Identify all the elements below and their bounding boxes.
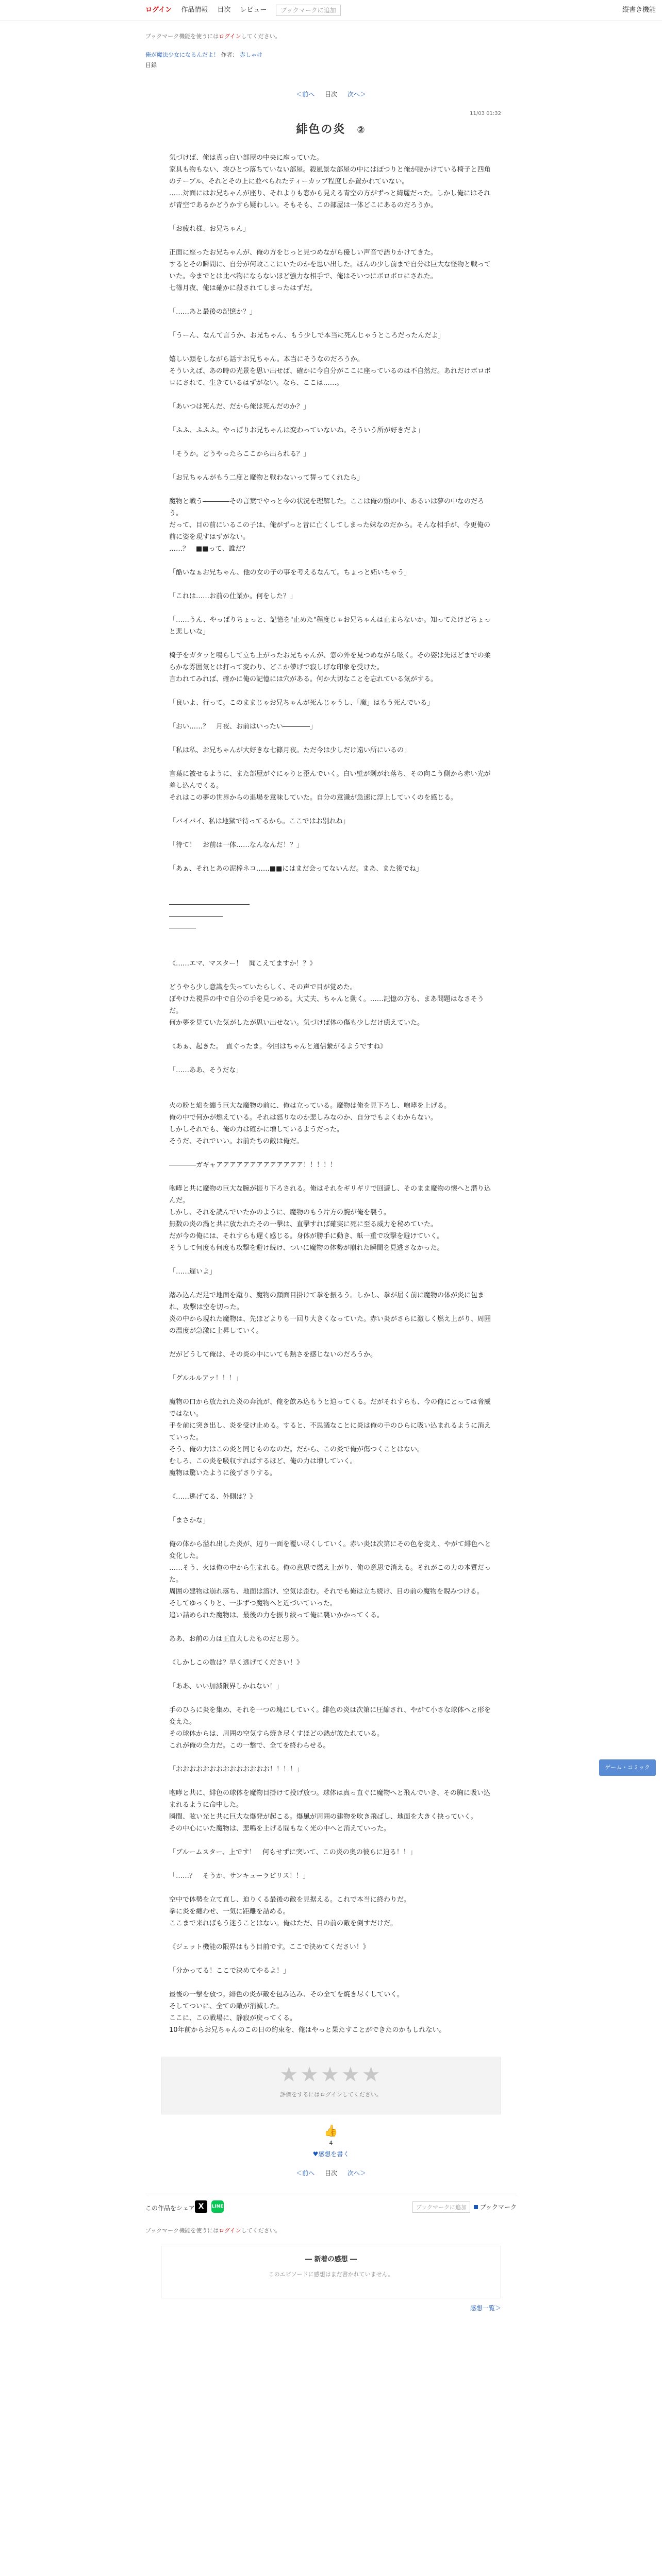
story-paragraph: ―――― [169,924,196,932]
story-paragraph: 「ああ、いい加減限界しかねない！」 [169,1683,283,1690]
story-paragraph: 《……エマ、マスター！ 聞こえてますか！？》 [169,960,317,968]
chapter-title-text: 緋色の炎 [296,123,346,136]
notice-login-link[interactable]: ログイン [219,33,241,40]
story-paragraph: 「お兄ちゃんがもう二度と魔物と戦わないって誓ってくれたら」 [169,474,364,482]
story-paragraph [169,318,493,330]
story-paragraph: 手を前に突き出し、炎を受け止める。すると、不思議なことに炎は俺の手のひらに吸い込まれるように消えていった。 [169,1422,491,1442]
story-paragraph [169,1621,493,1633]
story-paragraph: 言われてみれば、確かに俺の記憶には穴がある。何か大切なことを忘れている気がする。 [169,675,438,683]
story-paragraph [169,1254,493,1266]
author-link[interactable]: 赤しゃけ [240,52,262,58]
story-body [145,152,517,2036]
post-date: 11/03 01:32 [470,111,501,116]
story-paragraph: これが俺の全力だ。この一撃で、全てを終わらせる。 [169,1742,330,1750]
story-paragraph [169,1171,493,1183]
footer-notice-text-end: してください。 [241,2227,281,2234]
story-paragraph: 最後の一撃を放つ。緋色の炎が敵を包み込み、その全てを焼き尽くしていく。 [169,1991,404,1998]
story-paragraph: ぼやけた視界の中で自分の手を見つめる。大丈夫、ちゃんと動く。……記憶の方も、まあ問題はなさそうだ。 [169,995,484,1015]
story-paragraph [169,1076,493,1088]
story-paragraph: 魔物と戦う――――その言葉でやっと今の状況を理解した。ここは俺の頭の中、あるいは夢の中なのだろう。 [169,498,485,517]
series-sub-info: 目録 [145,62,157,69]
story-paragraph: ここまで来ればもう迷うことはない。俺はただ、目の前の敵を倒すだけだ。 [169,1920,398,1927]
bookmark-notice-bottom [145,2226,517,2234]
prev-episode-link-bottom[interactable]: ＜前へ [296,2170,315,2177]
story-paragraph: だが今の俺には、それすらも遅く感じる。身体が勝手に動き、紙一重で攻撃を避けていく。 [169,1232,444,1240]
line-share-icon[interactable]: LINE [211,2200,224,2213]
story-paragraph: するとその瞬間に、自分が何故ここにいたのかを思い出した。ほんの少し前まで自分は巨大な怪物と戦っていた。今までとは比べ物にならないほど強力な相手で、俺はそいつにボロボロにされた。 [169,261,491,280]
story-paragraph [169,934,493,946]
story-paragraph [169,460,493,472]
story-paragraph [169,484,493,496]
story-paragraph [169,1977,493,1989]
story-paragraph: 正面に座ったお兄ちゃんが、俺の方をじっと見つめながら優しい声音で語りかけてきた。 [169,249,438,257]
story-paragraph: そしてゆっくりと、一歩ずつ魔物へと近づいていった。 [169,1600,337,1607]
story-paragraph: 何か夢を見ていた気がしたが思い出せない。気づけば体の傷も少しだけ癒えていた。 [169,1019,424,1027]
next-episode-link-bottom[interactable]: 次へ＞ [347,2170,366,2177]
story-paragraph: 《ジェット機能の限界はもう目前です。ここで決めてください！》 [169,1943,370,1951]
like-section [145,2125,517,2158]
story-paragraph [169,1645,493,1657]
story-paragraph: 「あいつは死んだ、だから俺は死んだのか？」 [169,403,310,411]
story-paragraph: 「ふふ、ふふふ。やっぱりお兄ちゃんは変わっていないね。そういう所が好きだよ」 [169,427,424,434]
series-title-link[interactable]: 俺が魔法少女になるんだよ！ [145,52,219,58]
episode-pager-bottom [145,2168,517,2177]
story-paragraph: 「……うん、やっぱりちょっと、記憶を"止めた"程度じゃお兄ちゃんは止まらないか。知ってたけどちょっと悲しいな」 [169,616,491,636]
story-paragraph: 10年前からお兄ちゃんのこの日の約束を、俺はやっと果たすことができたのかもしれない。 [169,2026,446,2034]
story-paragraph: 「そうか。どうやったらここから出られる？」 [169,450,310,458]
add-bookmark-button-bottom[interactable]: ブックマークに追加 [412,2201,470,2213]
story-paragraph: むしろ、この炎を吸収すればするほど、俺の力は増していく。 [169,1458,357,1465]
story-paragraph: 俺の中で何かが燃えている。それは怒りなのか悲しみなのか、自分でもよくわからない。 [169,1114,438,1122]
story-paragraph [169,970,493,981]
episode-pager-top [145,90,517,98]
story-paragraph: 「酷いなぁお兄ちゃん、他の女の子の事を考えるなんて。ちょっと妬いちゃう」 [169,569,411,577]
story-paragraph [169,1278,493,1290]
story-paragraph: そうだ、それでいい。お前たちの敵は俺だ。 [169,1138,304,1145]
story-paragraph [169,946,493,958]
story-paragraph: 無数の炎の渦と共に放たれたその一撃は、直撃すれば確実に死に至る威力を秘めていた。 [169,1221,438,1228]
story-paragraph: 「……遅いよ」 [169,1268,217,1276]
story-paragraph: 「分かってる！ここで決めてやるよ！」 [169,1967,290,1975]
story-paragraph: 《しかしこの数は？早く逃げてください！》 [169,1659,304,1667]
story-paragraph [169,1147,493,1159]
story-paragraph [169,1692,493,1704]
story-paragraph: 七篠月夜、俺は確かに殺されてしまったはずだ。 [169,284,317,292]
share-label: この作品をシェア [145,2205,195,2212]
next-episode-link[interactable]: 次へ＞ [347,91,366,98]
rating-hint: 評価をするにはログインしてください。 [280,2091,382,2098]
story-paragraph: それはこの夢の世界からの退場を意味していた。自分の意識が急速に浮上していくのを感じる。 [169,794,458,802]
work-info-link[interactable]: 作品情報 [181,6,208,14]
story-paragraph: しかしそれでも、俺の力は確かに増しているようだった。 [169,1126,344,1133]
story-paragraph [169,733,493,744]
story-paragraph: 咆哮と共に、緋色の球体を魔物目掛けて投げ放つ。球体は真っ直ぐに魔物へと飛んでいき、その胸に吸い込まれるように命中した。 [169,1789,490,1809]
story-paragraph: 「まさかな」 [169,1517,210,1524]
footer-login-link[interactable]: ログイン [219,2227,241,2234]
story-paragraph: 椅子をガタッと鳴らして立ち上がったお兄ちゃんが、窓の外を見つめながら呟く。その姿は先ほどまでの柔らかな雰囲気とは打って変わり、どこか儚げで寂しげな印象を受けた。 [169,652,491,671]
story-paragraph [169,638,493,650]
footer-notice-text: ブックマーク機能を使うには [145,2227,219,2234]
story-paragraph [169,1053,493,1064]
impressions-empty-text: このエピソードに感想はまだ書かれていません。 [268,2271,394,2278]
story-paragraph [169,827,493,839]
story-paragraph: 魔物の口から放たれた炎の奔流が、俺を飲み込もうと迫ってくる。だがそれすらも、今の俺にとっては脅威ではない。 [169,1398,491,1418]
story-paragraph: 瞬間、眩い光と共に巨大な爆発が起こる。爆風が周囲の建物を吹き飛ばし、地面を大きく抉っていく。 [169,1813,477,1821]
author-label: 作者： [221,52,238,58]
story-paragraph [169,579,493,590]
series-info [145,50,517,59]
story-paragraph: 「良いよ、行って。このままじゃお兄ちゃんが死んじゃうし、「魔」はもう死んでいる」 [169,699,434,707]
story-paragraph [169,342,493,353]
story-paragraph [169,389,493,401]
story-paragraph: どうやら少し意識を失っていたらしく、その声で目が覚めた。 [169,984,357,991]
story-paragraph [169,413,493,425]
story-paragraph: 空中で体勢を立て直し、迫りくる最後の敵を見据える。これで本当に終わりだ。 [169,1896,411,1904]
story-paragraph: 追い詰められた魔物は、最後の力を振り絞って俺に襲いかかってくる。 [169,1612,384,1619]
story-paragraph: ここに、この戦場に、静寂が戻ってくる。 [169,2014,297,2022]
story-paragraph [169,1669,493,1681]
login-link[interactable]: ログイン [145,6,172,14]
story-paragraph: 「あぁ、それとあの泥棒ネコ……■■にはまだ会ってないんだ。まあ、また後でね」 [169,865,423,873]
rating-stars[interactable]: ★★★★★ [279,2063,383,2087]
story-paragraph [169,436,493,448]
notice-text-end: してください。 [241,33,281,40]
story-paragraph: ――――ガギャアアアアアアアアアアアアア！！！！！ [169,1161,337,1169]
thumbs-up-icon[interactable]: 👍 [324,2125,338,2138]
story-paragraph [169,235,493,247]
story-paragraph [169,875,493,887]
story-paragraph: 炎の中から現れた魔物は、先ほどよりも一回り大きくなっていた。赤い炎がさらに激しく燃え上がり、周囲の温度が急激に上昇していく。 [169,1315,491,1335]
impressions-box [161,2246,501,2298]
story-paragraph: だがどうして俺は、その炎の中にいても熱さを感じないのだろうか。 [169,1351,377,1359]
story-paragraph [169,555,493,567]
x-share-icon[interactable]: X [195,2200,207,2213]
story-paragraph [169,1929,493,1941]
bookmark-notice [145,32,517,40]
story-paragraph [169,1858,493,1870]
bookmark-link-label: ブックマーク [479,2204,517,2211]
toc-episode-link[interactable]: 目次 [324,91,337,98]
story-paragraph: ―――――――― [169,912,223,920]
story-paragraph: その球体からは、周囲の空気すら焼き尽くすほどの熱が放たれている。 [169,1730,384,1738]
story-paragraph: しかし、それを読んでいたかのように、魔物のもう片方の腕が俺を襲う。 [169,1209,391,1216]
story-paragraph: 「グルルルアァ！！！」 [169,1375,242,1382]
story-paragraph: ……対面にはお兄ちゃんが座り、それよりも窓から見える青空の方がずっと綺麗だった。しかし俺にはそれが青空であるかどうかすら疑わしい。そもそも、この部屋は一体どこにあるのだろうか。 [169,190,491,209]
story-paragraph: 「……ああ、そうだな」 [169,1066,243,1074]
story-paragraph: その中心にいた魔物は、悲鳴を上げる間もなく光の中へと消えていった。 [169,1825,391,1833]
rating-box [161,2057,501,2114]
story-paragraph: 嬉しい顔をしながら話すお兄ちゃん。本当にそうなのだろうか。 [169,355,364,363]
notice-text: ブックマーク機能を使うには [145,33,219,40]
main-content [145,21,517,2312]
story-paragraph: 「おい……？ 月夜、お前はいったい――――」 [169,723,317,731]
story-paragraph: だって、目の前にいるこの子は、俺がずっと昔に亡くしてしまった妹なのだから。そんな相手が、今更俺の前に姿を現すはずがない。 [169,521,490,541]
add-bookmark-button[interactable]: ブックマークに追加 [276,5,340,16]
story-paragraph [169,1503,493,1515]
story-paragraph [169,804,493,816]
story-paragraph [169,1835,493,1846]
story-paragraph: 「おおおおおおおおおおおおおお！！！！」 [169,1766,304,1773]
story-paragraph: 「バイバイ、私は地獄で待ってるから。ここではお別れね」 [169,818,350,825]
story-paragraph [169,1775,493,1787]
story-paragraph: そうして何度も何度も攻撃を避け続け、ついに魔物の体勢が崩れた瞬間を見逃さなかった。 [169,1244,444,1252]
story-paragraph: 拳に炎を纏わせ、一気に距離を詰める。 [169,1908,290,1916]
story-paragraph: 周囲の建物は崩れ落ち、地面は溶け、空気は歪む。それでも俺は立ち続け、目の前の魔物を睨みつける。 [169,1588,484,1596]
story-paragraph: そう、俺の力はこの炎と同じものなのだ。だから、この炎で俺が傷つくことはない。 [169,1446,424,1453]
story-paragraph: ―――――――――――― [169,901,250,908]
story-paragraph: 「待て！ お前は一体……なんなんだ！？」 [169,841,304,849]
story-paragraph: そういえば、あの時の光景を思い出せば、確かに今自分がここに座っているのは不自然だ。あれだけボロボロにされて、生きているはずがない。なら、ここは……。 [169,367,491,387]
game-comic-side-tab[interactable]: ゲーム・コミック [599,1759,656,1776]
story-paragraph: 気づけば、俺は真っ白い部屋の中央に座っていた。 [169,154,324,162]
story-paragraph: 「……？ そうか、サンキューラピリス！！」 [169,1872,310,1880]
story-paragraph: ……そう、火は俺の中から生まれる。俺の意思で燃え上がり、俺の意思で消える。それがこの力の本質だった。 [169,1564,491,1584]
impressions-title: ― 新着の感想 ― [305,2256,357,2263]
story-paragraph [169,1384,493,1396]
story-paragraph [169,1088,493,1100]
story-paragraph [169,1479,493,1491]
story-paragraph [169,685,493,697]
top-nav-links [145,5,341,16]
story-paragraph: ああ、お前の力は正直大したものだと思う。 [169,1635,303,1643]
story-paragraph [169,1361,493,1372]
story-paragraph: 俺の体から溢れ出した炎が、辺り一面を覆い尽くしていく。赤い炎は次第にその色を変え、やがて緋色へと変化した。 [169,1540,491,1560]
story-paragraph [169,709,493,721]
story-paragraph [169,1337,493,1349]
chapter-number: ② [357,125,366,135]
story-paragraph: 「ブルームスター、上です！ 何もせずに突いて、この炎の奥の彼らに迫る！！」 [169,1849,417,1856]
story-paragraph [169,1527,493,1538]
prev-episode-link[interactable]: ＜前へ [296,91,315,98]
top-navigation-bar [0,0,662,21]
story-paragraph [169,1953,493,1965]
story-paragraph: 「お疲れ様、お兄ちゃん」 [169,225,250,233]
story-paragraph: 「私は私、お兄ちゃんが大好きな七篠月夜。ただ今は少しだけ遠い所にいるの」 [169,747,411,754]
story-paragraph [169,602,493,614]
story-paragraph [169,211,493,223]
story-paragraph [169,887,493,899]
story-paragraph: 「……あと最後の記憶か？」 [169,308,257,316]
story-paragraph: 《あぁ、起きた。 直ぐったま。今回はちゃんと通信繋がるようですね》 [169,1043,387,1050]
story-paragraph [169,1882,493,1894]
story-paragraph: 「うーん、なんて言うか、お兄ちゃん、もう少しで本当に死んじゃうところだったんだよ」 [169,332,445,340]
story-paragraph: 言葉に被せるように、また部屋がぐにゃりと歪んでいく。白い壁が剥がれ落ち、その向こう側から赤い光が差し込んでくる。 [169,770,491,790]
chapter-title [145,121,517,137]
story-paragraph: 踏み込んだ足で地面を蹴り、魔物の顔面目掛けて拳を振るう。しかし、拳が届く前に魔物の体が炎に包まれ、攻撃は空を切った。 [169,1292,485,1311]
write-impression-link[interactable]: ♥感想を書く [312,2150,350,2158]
story-paragraph: 「これは……お前の仕業か。何をした？」 [169,592,297,600]
like-count: 4 [329,2140,333,2146]
story-paragraph [169,294,493,306]
review-link[interactable]: レビュー [240,6,267,14]
share-section [145,2194,517,2215]
story-paragraph: 《……逃げてる、外側は？》 [169,1493,257,1501]
story-paragraph [169,1029,493,1041]
story-paragraph [169,1752,493,1764]
toc-episode-link-bottom[interactable]: 目次 [324,2170,337,2177]
toc-link[interactable]: 目次 [217,6,231,14]
story-paragraph: ……？ ■■って、誰だ？ [169,545,249,553]
story-paragraph: そしてついに、全ての敵が消滅した。 [169,2003,284,2010]
story-paragraph: 咆哮と共に魔物の巨大な腕が振り下ろされる。俺はそれをギリギリで回避し、そのまま魔物の懐へと潜り込んだ。 [169,1185,491,1205]
bookmark-icon [474,2205,478,2209]
story-paragraph: 手のひらに炎を集め、それを一つの塊にしていく。緋色の炎は次第に圧縮され、やがて小さな球体へと形を変えた。 [169,1706,491,1726]
story-paragraph [169,851,493,863]
impressions-more-link[interactable]: 感想一覧＞ [470,2304,501,2312]
story-paragraph: 家具も物もない、埃ひとつ落ちていない部屋。殺風景な部屋の中にはぽつりと俺が腰かけている椅子と四角のテーブル、それとその上に並べられたティーカップ程度しか置かれていない。 [169,166,491,185]
story-paragraph: 魔物は驚いたように後ずさりする。 [169,1469,277,1477]
story-paragraph [169,756,493,768]
vertical-writing-link[interactable]: 縦書き機能 [622,6,656,14]
story-paragraph: 火の粉と焔を纏う巨大な魔物の前に、俺は立っている。魔物は俺を見下ろし、咆哮を上げる。 [169,1102,451,1110]
bookmark-link[interactable] [474,2202,517,2211]
